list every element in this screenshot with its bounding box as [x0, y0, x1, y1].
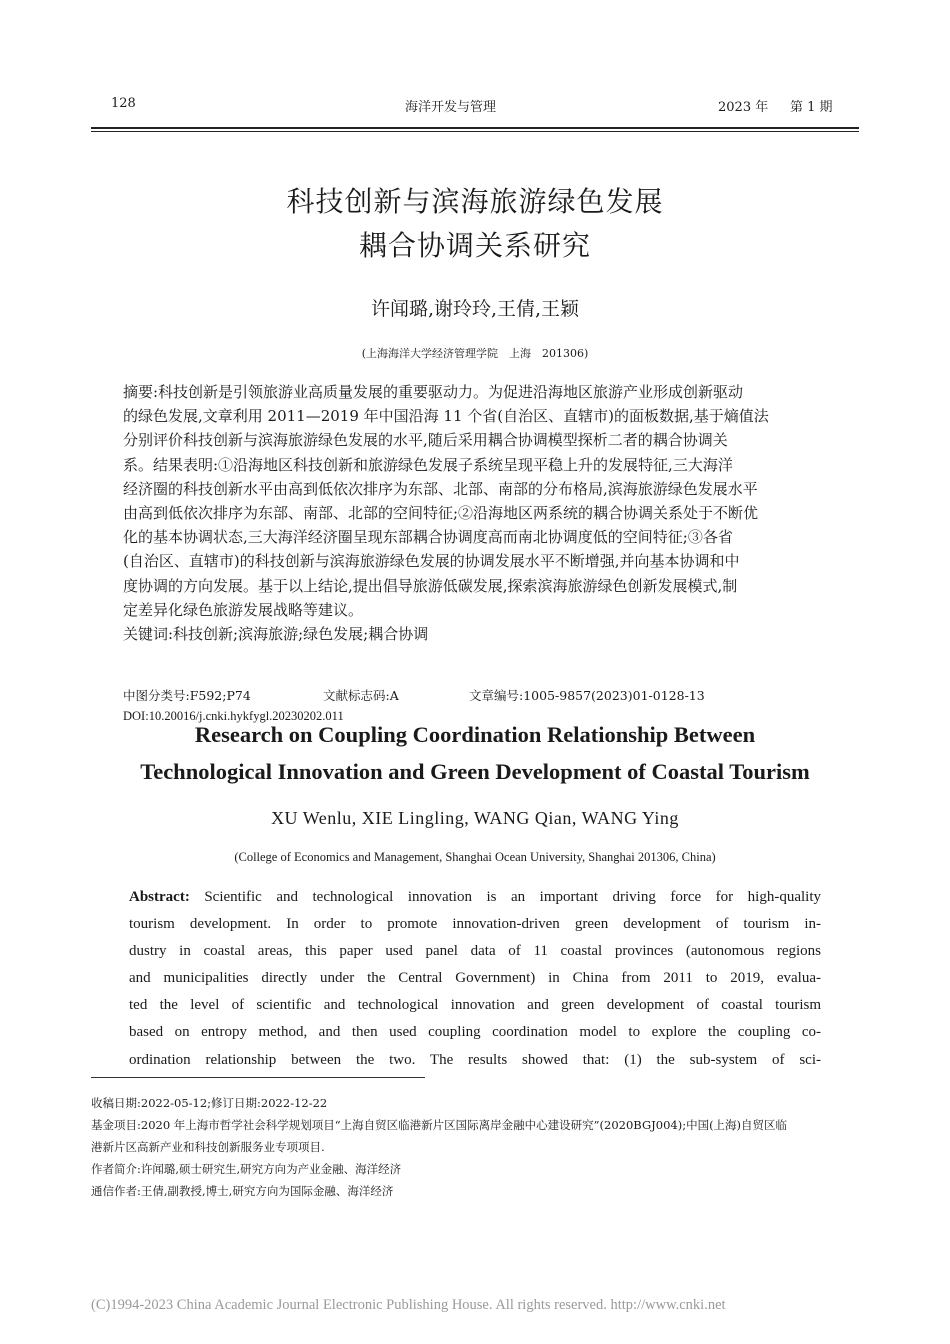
document-code: 文献标志码:A — [323, 688, 399, 703]
article-number: 文章编号:1005-9857(2023)01-0128-13 — [469, 688, 705, 703]
title-cn-line-2: 耦合协调关系研究 — [358, 229, 591, 262]
copyright-footer: (C)1994-2023 China Academic Journal Electronic Publishing House. All rights reserved. http://www.cnki.net — [91, 1297, 726, 1313]
affiliation-cn: (上海海洋大学经济管理学院 上海 201306) — [361, 347, 589, 360]
affiliation-en: (College of Economics and Management, Shanghai Ocean University, Shanghai 201306, China) — [234, 850, 716, 864]
footnotes — [91, 1092, 859, 1202]
abstract-en-line: Abstract: Scientific and technological innovation is an important driving force for high-quality — [129, 889, 821, 905]
corresponding-author: 通信作者:王倩,副教授,博士,研究方向为国际金融、海洋经济 — [91, 1184, 394, 1198]
title-en-line-1: Research on Coupling Coordination Relationship Between — [194, 722, 756, 747]
received-date: 收稿日期:2022-05-12;修订日期:2022-12-22 — [91, 1096, 328, 1110]
funding-note-cont: 港新片区高新产业和科技创新服务业专项项目. — [91, 1140, 325, 1154]
authors-en: XU Wenlu, XIE Lingling, WANG Qian, WANG Ying — [271, 808, 679, 828]
abstract-cn-line: 定差异化绿色旅游发展战略等建议。 — [123, 600, 364, 619]
abstract-cn-line: 摘要:科技创新是引领旅游业高质量发展的重要驱动力。为促进沿海地区旅游产业形成创新驱动 — [123, 383, 744, 401]
abstract-cn-line: 由高到低依次排序为东部、南部、北部的空间特征;②沿海地区两系统的耦合协调关系处于不断优 — [123, 503, 759, 522]
journal-name: 海洋开发与管理 — [405, 100, 497, 115]
title-en-line-2: Technological Innovation and Green Development of Coastal Tourism — [140, 759, 810, 784]
page-number: 128 — [111, 96, 136, 111]
issue-year: 2023 年 — [718, 100, 769, 115]
keywords-cn: 关键词:科技创新;滨海旅游;绿色发展;耦合协调 — [123, 624, 429, 643]
abstract-cn-line: 经济圈的科技创新水平由高到低依次排序为东部、北部、南部的分布格局,滨海旅游绿色发展水平 — [123, 479, 758, 498]
abstract-cn-line: 分别评价科技创新与滨海旅游绿色发展的水平,随后采用耦合协调模型探析二者的耦合协调关 — [123, 431, 728, 450]
abstract-cn — [123, 380, 835, 646]
header-rule-thin — [91, 131, 859, 132]
abstract-en-line: based on entropy method, and then used coupling coordination model to explore the coupling co- — [129, 1024, 821, 1041]
abstract-cn-line: 化的基本协调状态,三大海洋经济圈呈现东部耦合协调度高而南北协调度低的空间特征;③各省 — [123, 528, 733, 547]
title-cn-line-1: 科技创新与滨海旅游绿色发展 — [286, 185, 664, 218]
abstract-en-line: tourism development. In order to promote innovation-driven green development of tourism in- — [129, 916, 821, 933]
author-bio: 作者简介:许闻璐,硕士研究生,研究方向为产业金融、海洋经济 — [91, 1162, 402, 1176]
abstract-en-line: ordination relationship between the two. The results showed that: (1) the sub-system of sci- — [129, 1051, 821, 1068]
abstract-cn-line: 度协调的方向发展。基于以上结论,提出倡导旅游低碳发展,探索滨海旅游绿色创新发展模式,制 — [123, 576, 738, 595]
abstract-en — [129, 884, 821, 1074]
authors-cn: 许闻璐,谢玲玲,王倩,王颖 — [370, 298, 580, 320]
abstract-cn-line: 系。结果表明:①沿海地区科技创新和旅游绿色发展子系统呈现平稳上升的发展特征,三大海洋 — [123, 455, 733, 474]
abstract-en-label: Abstract: — [129, 889, 190, 905]
footnote-rule — [91, 1077, 425, 1078]
abstract-en-line: dustry in coastal areas, this paper used panel data of 11 coastal provinces (autonomous regions — [129, 943, 821, 960]
abstract-cn-line: (自治区、直辖市)的科技创新与滨海旅游绿色发展的协调发展水平不断增强,并向基本协调和中 — [123, 552, 740, 571]
issue-number: 第 1 期 — [790, 100, 833, 115]
doi: DOI:10.20016/j.cnki.hykfygl.20230202.011 — [123, 709, 344, 723]
header-rule — [91, 127, 859, 129]
abstract-cn-line: 的绿色发展,文章利用 2011—2019 年中国沿海 11 个省(自治区、直辖市)的面板数据,基于熵值法 — [123, 407, 769, 426]
clc-number: 中图分类号:F592;P74 — [123, 688, 251, 703]
abstract-en-line: ted the level of scientific and technological innovation and green development of coastal tourism — [129, 997, 821, 1014]
funding-note: 基金项目:2020 年上海市哲学社会科学规划项目“上海自贸区临港新片区国际离岸金融中心建设研究”(2020BGJ004);中国(上海)自贸区临 — [91, 1118, 788, 1132]
abstract-en-line: and municipalities directly under the Central Government) in China from 2011 to 2019, evalua- — [129, 970, 821, 987]
